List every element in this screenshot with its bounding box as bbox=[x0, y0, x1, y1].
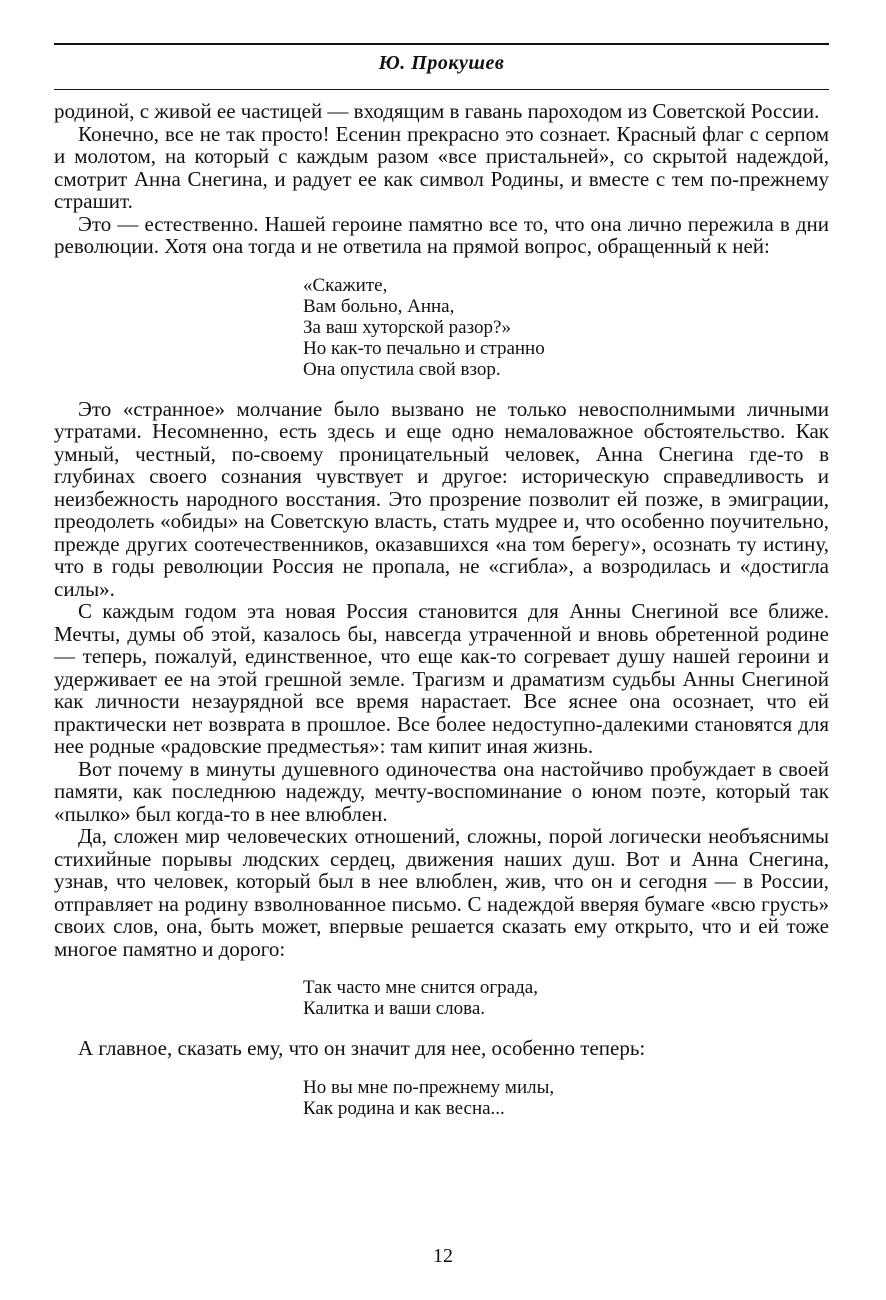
verse-line: Так часто мне снится ограда, bbox=[303, 977, 538, 998]
verse-line: Вам больно, Анна, bbox=[303, 295, 455, 317]
verse-line: За ваш хуторской разор?» bbox=[303, 316, 511, 338]
verse-quote-2 bbox=[303, 977, 829, 1019]
paragraph-1: родиной, с живой ее частицей — входящим в гавань пароходом из Советской России. bbox=[54, 99, 820, 123]
verse-quote-1 bbox=[303, 275, 829, 380]
paragraph-5: С каждым годом эта новая Россия становится для Анны Снегиной все ближе. Мечты, думы об этой, казалось бы, навсегда утраченной и вновь обретенной родине — теперь, пожалуй, единственное, что еще как-то согревает душу нашей героини и удерживает ее на этой грешной земле. Трагизм и драматизм судьбы Анны Снегиной как личности незаурядной все время нарастает. Все яснее она осознает, что ей практически нет возврата в прошлое. Все более недоступно-далекими становятся для нее родные «радовские предместья»: там кипит иная жизнь. bbox=[54, 599, 829, 758]
verse-line: Как родина и как весна... bbox=[303, 1097, 505, 1119]
verse-quote-3 bbox=[303, 1077, 829, 1119]
paragraph-3: Это — естественно. Нашей героине памятно все то, что она лично пережила в дни революции. Хотя она тогда и не ответила на прямой вопрос, обращенный к ней: bbox=[54, 211, 829, 258]
verse-line: Она опустила свой взор. bbox=[303, 358, 501, 380]
page-number: 12 bbox=[433, 1245, 453, 1267]
body-text bbox=[54, 100, 829, 1137]
paragraph-8: А главное, сказать ему, что он значит для нее, особенно теперь: bbox=[78, 1036, 646, 1060]
header-rule-bottom bbox=[54, 89, 829, 90]
paragraph-4: Это «странное» молчание было вызвано не только невосполнимыми личными утратами. Несомненно, есть здесь и еще одно немаловажное обстоятельство. Как умный, честный, по-своему проницательный человек, Анна Снегина где-то в глубинах своего сознания чувствует и другое: историческую справедливость и неизбежность народного восстания. Это прозрение позволит ей позже, в эмиграции, преодолеть «обиды» на Советскую власть, стать мудрее и, что особенно поучительно, прежде других соотечественников, оказавшихся «на том берегу», осознать ту истину, что в годы революции Россия не пропала, не «сгибла», а возродилась и «достигла силы». bbox=[54, 396, 829, 601]
running-head: Ю. Прокушев bbox=[378, 52, 505, 74]
paragraph-7: Да, сложен мир человеческих отношений, сложны, порой логически необъяснимы стихийные порывы людских сердец, движения наших душ. Вот и Анна Снегина, узнав, что человек, который был в нее влюблен, жив, что он и сегодня — в России, отправляет на родину взволнованное письмо. С надеждой вверяя бумаге «всю грусть» своих слов, она, быть может, впервые решается сказать ему открыто, что и ей тоже многое памятно и дорого: bbox=[54, 824, 829, 961]
verse-line: Калитка и ваши слова. bbox=[303, 998, 486, 1019]
paragraph-6: Вот почему в минуты душевного одиночества она настойчиво пробуждает в своей памяти, как последнюю надежду, мечту-воспоминание о юном поэте, который так «пылко» был когда-то в нее влюблен. bbox=[54, 756, 829, 826]
header-rule-top bbox=[54, 43, 829, 45]
verse-line: Но как-то печально и странно bbox=[303, 337, 545, 359]
paragraph-2: Конечно, все не так просто! Есенин прекрасно это сознает. Красный флаг с серпом и молотом, на который с каждым разом «все пристальней», со скрытой надеждой, смотрит Анна Снегина, и радует ее как символ Родины, и вместе с тем по-прежнему страшит. bbox=[54, 121, 829, 213]
verse-line: «Скажите, bbox=[303, 274, 388, 296]
verse-line: Но вы мне по-прежнему милы, bbox=[303, 1076, 555, 1098]
